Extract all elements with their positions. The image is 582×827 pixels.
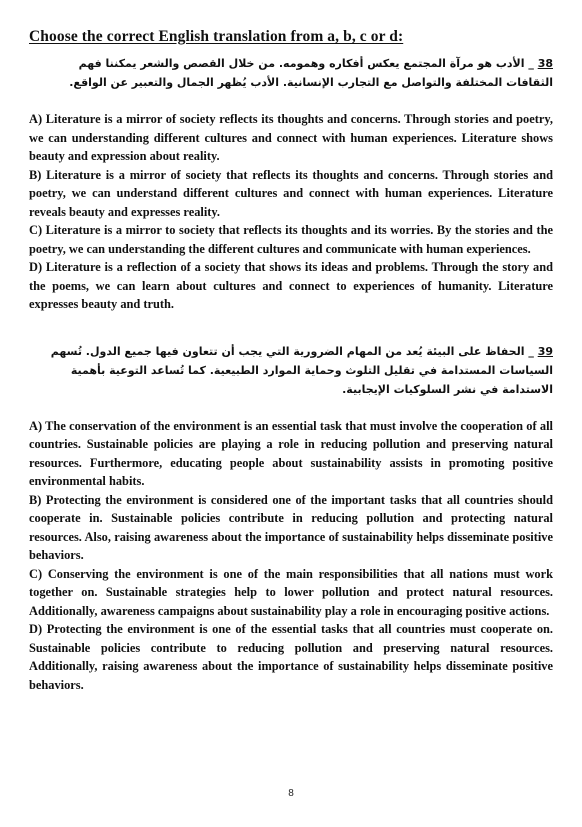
question-38 xyxy=(29,54,553,314)
question-prompt xyxy=(29,54,553,92)
option-d[interactable]: D) Literature is a reflection of a society that shows its ideas and problems. Through the story and the poems, we can learn about cultures and connect to experiences of humanity. Literature expresses beauty and truth. xyxy=(29,260,553,311)
instructions-heading: Choose the correct English translation from a, b, c or d: xyxy=(29,28,404,45)
page-number: 8 xyxy=(288,788,294,799)
question-number: 39 xyxy=(537,344,553,358)
document-page xyxy=(29,28,553,694)
option-d[interactable]: D) Protecting the environment is one of the essential tasks that all countries must cooperate on. Sustainable policies contribute to reducing pollution and preserving natural resources. Additionally, raising awareness about the importance of sustainability helps disseminate positive behaviors. xyxy=(29,622,553,692)
option-a[interactable]: A) Literature is a mirror of society reflects its thoughts and concerns. Through stories and poetry, we can understanding different cultures and connect with human experiences. Literature shows beauty and expression about reality. xyxy=(29,112,553,163)
option-c[interactable]: C) Conserving the environment is one of the main responsibilities that all nations must work together on. Sustainable strategies help to lower pollution and protect natural resources. Additionally, awareness campaigns about sustainability play a role in encouraging positive actions. xyxy=(29,566,553,618)
section-gap xyxy=(29,314,553,342)
question-prompt xyxy=(29,342,553,399)
question-number: 38 xyxy=(537,57,553,70)
question-dash: _ xyxy=(524,57,538,70)
answer-options xyxy=(29,417,553,695)
question-text: الحفاظ على البيئة يُعد من المهام الضرورية التي يجب أن تتعاون فيها جميع الدول. تُسهم السياسات المستدامة في تقليل التلوث وحماية الموارد الطبيعية. كما تُساعد التوعية بأهمية الاستدامة في نشر السلوكيات الإيجابية. xyxy=(50,344,553,396)
option-b[interactable]: B) Protecting the environment is considered one of the important tasks that all countries should cooperate in. Sustainable policies contribute in reducing pollution and protecting natural resources. Also, raising awareness about the importance of sustainability helps disseminate positive behaviors. xyxy=(29,492,553,562)
option-c[interactable]: C) Literature is a mirror to society that reflects its thoughts and its worries. By the stories and the poetry, we can understanding the different cultures and communicate with human experiences. xyxy=(29,223,553,256)
option-a[interactable]: A) The conservation of the environment is an essential task that must involve the cooperation of all countries. Sustainable policies are playing a role in reducing pollution and preserving natural resources. Furthermore, educating people about sustainability assists in promoting positive environmental habits. xyxy=(29,418,553,488)
question-dash: _ xyxy=(524,344,538,358)
option-b[interactable]: B) Literature is a mirror of society that reflects its thoughts and concerns. Through stories and poetry, we can understand different cultures and connect with human experiences. Literature reveals beauty and expresses reality. xyxy=(29,167,553,219)
answer-options xyxy=(29,110,553,314)
question-39 xyxy=(29,342,553,695)
question-text: الأدب هو مرآة المجتمع يعكس أفكاره وهمومه. من خلال القصص والشعر يمكننا فهم الثقافات المختلفة والتواصل مع التجارب الإنسانية. الأدب يُظهر الجمال والتعبير عن الواقع. xyxy=(69,57,553,89)
